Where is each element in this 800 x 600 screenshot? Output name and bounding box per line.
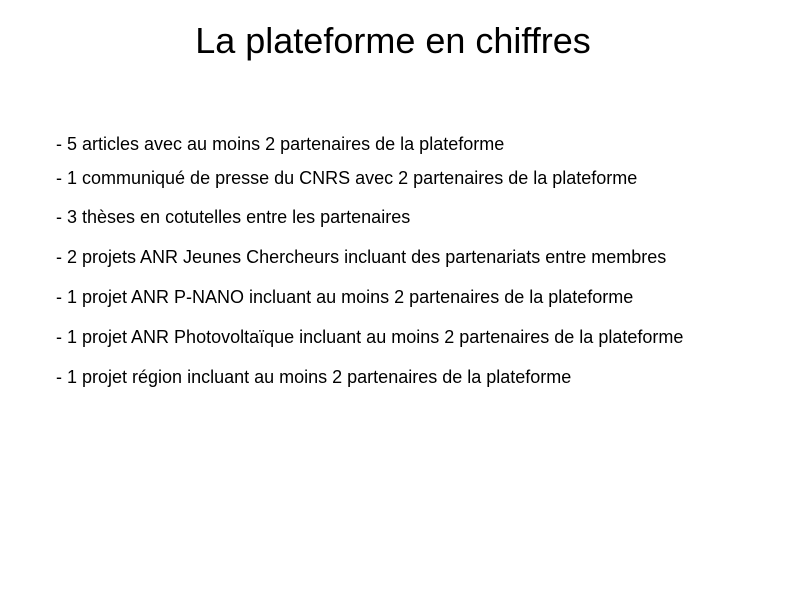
bullet-item-press-release: - 1 communiqué de presse du CNRS avec 2 partenaires de la plateforme	[56, 168, 638, 188]
bullet-item-region-project: - 1 projet région incluant au moins 2 partenaires de la plateforme	[56, 367, 572, 387]
bullet-item-anr-young-researchers: - 2 projets ANR Jeunes Chercheurs incluant des partenariats entre membres	[56, 247, 667, 267]
bullet-item-articles: - 5 articles avec au moins 2 partenaires de la plateforme	[56, 134, 505, 154]
slide-title: La plateforme en chiffres	[195, 20, 591, 61]
bullet-item-anr-photovoltaic: - 1 projet ANR Photovoltaïque incluant au moins 2 partenaires de la plateforme	[56, 327, 684, 347]
bullet-item-theses: - 3 thèses en cotutelles entre les partenaires	[56, 207, 411, 227]
bullet-item-anr-p-nano: - 1 projet ANR P-NANO incluant au moins 2 partenaires de la plateforme	[56, 287, 634, 307]
